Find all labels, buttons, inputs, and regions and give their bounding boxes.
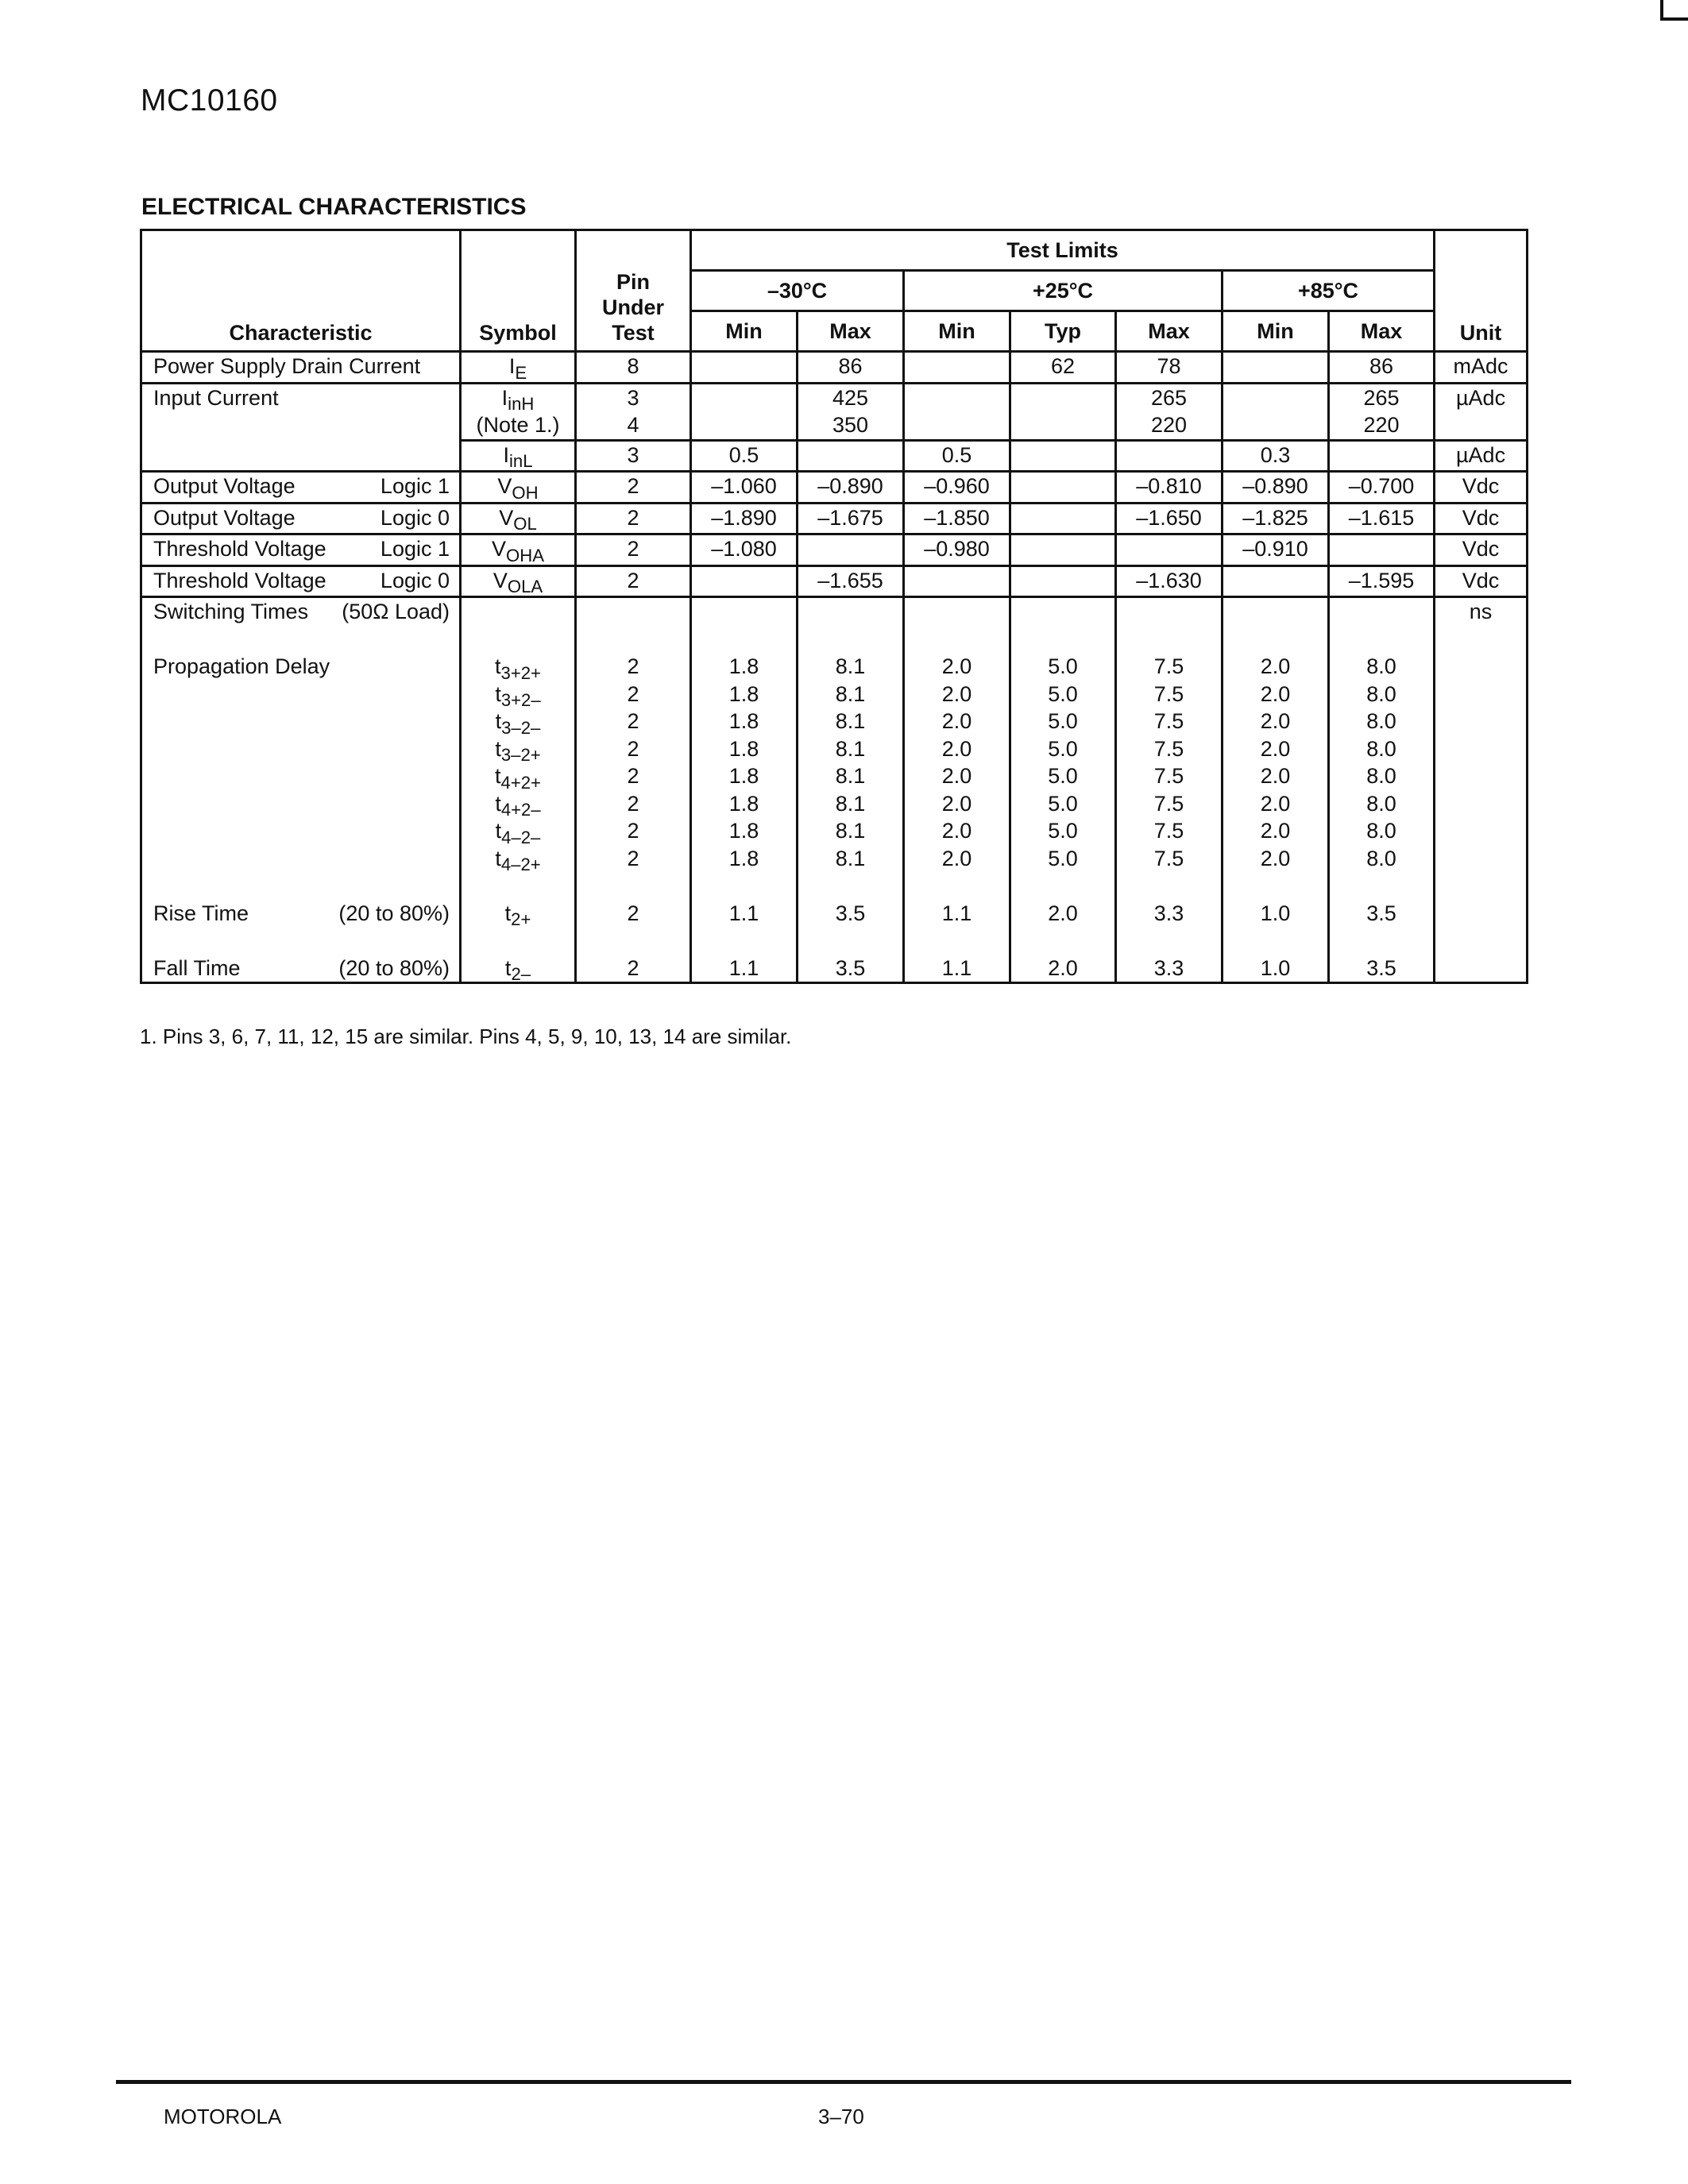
value-cell [1010,383,1116,440]
row-power-supply [141,352,1528,384]
char-cell: Output Voltage Logic 1 [141,472,461,504]
value-cell [691,352,798,384]
header-row-1 [141,230,1528,271]
symbol-cell: $t_{3+2+}$ $t_{3+2-}$ $t_{3-2-}$ $t_{3-2+}$ $t_{4+2+}$ $t_{4+2-}$ $t_{4-2-}$ $t_{4-2+}$ $t_{2+}$ $t_{2-}$ [461,597,576,983]
symbol-cell: $I_{inL}$ [461,440,576,472]
char-cell: Output Voltage Logic 0 [141,503,461,534]
value-cell: –1.850 [904,503,1010,534]
header-characteristic: Characteristic [141,230,461,352]
char-cell: Threshold Voltage Logic 0 [141,565,461,597]
value-cell: 86 [1329,352,1435,384]
value-cell: 0.3 [1223,440,1329,472]
value-cell: –1.595 [1329,565,1435,597]
pin-cell: 3 [576,440,691,472]
symbol-cell: $I_E$ [461,352,576,384]
header-pin-under-test [576,230,691,352]
char-cell: Switching Times (50Ω Load) Propagation Delay Rise Time (20 to 80%) Fall Time (20 to 80%) [141,597,461,983]
value-cell: –0.980 [904,534,1010,566]
value-cell [1116,440,1223,472]
value-cell [691,383,798,440]
unit-cell: Vdc [1435,534,1528,566]
value-cell: –0.910 [1223,534,1329,566]
pin-cell: 3 4 [576,383,691,440]
symbol-cell: $V_{OHA}$ [461,534,576,566]
footer-rule [116,2080,1571,2084]
unit-cell: µAdc [1435,440,1528,472]
value-cell [1223,383,1329,440]
value-cell [1223,352,1329,384]
value-cell: 425 350 [798,383,904,440]
pin-cell: 2 [576,503,691,534]
char-cell: Threshold Voltage Logic 1 [141,534,461,566]
value-cell: –1.825 [1223,503,1329,534]
value-cell: –1.080 [691,534,798,566]
value-cell: –1.650 [1116,503,1223,534]
header-symbol: Symbol [461,230,576,352]
value-cell: 7.5 7.5 7.5 7.5 7.5 7.5 7.5 7.5 3.3 3.3 [1116,597,1223,983]
value-cell: 62 [1010,352,1116,384]
value-cell: 265 220 [1116,383,1223,440]
header-temp-plus25: +25°C [904,271,1223,311]
pin-cell: 2 2 2 2 2 2 2 2 2 2 [576,597,691,983]
value-cell: 5.0 5.0 5.0 5.0 5.0 5.0 5.0 5.0 2.0 2.0 [1010,597,1116,983]
value-cell [1223,565,1329,597]
unit-cell: Vdc [1435,472,1528,504]
value-cell [904,352,1010,384]
char-cell: Input Current [141,383,461,472]
value-cell [1010,472,1116,504]
value-cell [904,383,1010,440]
part-number: MC10160 [141,83,278,118]
value-cell [691,565,798,597]
header-temp-plus85: +85°C [1223,271,1435,311]
value-cell: 86 [798,352,904,384]
header-max: Max [1116,311,1223,352]
value-cell: –0.890 [798,472,904,504]
value-cell [904,565,1010,597]
value-cell: –1.615 [1329,503,1435,534]
pin-cell: 2 [576,534,691,566]
footer-page-number: 3–70 [818,2105,864,2128]
header-pin-line: Pin [616,270,650,294]
value-cell [798,534,904,566]
value-cell [1116,534,1223,566]
unit-cell: mAdc [1435,352,1528,384]
footer-brand: MOTOROLA [164,2105,282,2128]
value-cell [798,440,904,472]
unit-cell: µAdc [1435,383,1528,440]
row-threshold-voltage-logic0 [141,565,1528,597]
header-test-line: Test [612,321,655,345]
unit-cell: ns [1435,597,1528,983]
row-threshold-voltage-logic1 [141,534,1528,566]
value-cell: 1.8 1.8 1.8 1.8 1.8 1.8 1.8 1.8 1.1 1.1 [691,597,798,983]
value-cell [1010,440,1116,472]
value-cell: –0.810 [1116,472,1223,504]
unit-cell: Vdc [1435,565,1528,597]
header-max: Max [798,311,904,352]
char-cell: Power Supply Drain Current [141,352,461,384]
value-cell: 8.1 8.1 8.1 8.1 8.1 8.1 8.1 8.1 3.5 3.5 [798,597,904,983]
header-temp-minus30: –30°C [691,271,904,311]
header-typ: Typ [1010,311,1116,352]
header-min: Min [904,311,1010,352]
value-cell: –1.630 [1116,565,1223,597]
value-cell: 2.0 2.0 2.0 2.0 2.0 2.0 2.0 2.0 1.0 1.0 [1223,597,1329,983]
corner-crop-mark [1660,0,1688,21]
row-switching-times [141,597,1528,983]
header-max: Max [1329,311,1435,352]
value-cell [1329,440,1435,472]
value-cell: 2.0 2.0 2.0 2.0 2.0 2.0 2.0 2.0 1.1 1.1 [904,597,1010,983]
header-test-limits: Test Limits [691,230,1435,271]
symbol-cell: $V_{OLA}$ [461,565,576,597]
pin-cell: 8 [576,352,691,384]
value-cell: –1.675 [798,503,904,534]
value-cell [1329,534,1435,566]
value-cell: –0.960 [904,472,1010,504]
row-input-current-inh [141,383,1528,440]
symbol-cell: $V_{OH}$ [461,472,576,504]
value-cell: –0.890 [1223,472,1329,504]
header-under-line: Under [601,295,664,319]
footnote: 1. Pins 3, 6, 7, 11, 12, 15 are similar. Pins 4, 5, 9, 10, 13, 14 are similar. [140,1024,792,1048]
value-cell: –1.890 [691,503,798,534]
value-cell: –0.700 [1329,472,1435,504]
value-cell: 0.5 [691,440,798,472]
value-cell: 265 220 [1329,383,1435,440]
symbol-cell: $I_{inH}$ (Note 1.) [461,383,576,440]
note-ref: (Note 1.) [476,413,560,437]
row-output-voltage-logic1 [141,472,1528,504]
value-cell: 8.0 8.0 8.0 8.0 8.0 8.0 8.0 8.0 3.5 3.5 [1329,597,1435,983]
value-cell: –1.655 [798,565,904,597]
value-cell: 0.5 [904,440,1010,472]
pin-cell: 2 [576,472,691,504]
value-cell [1010,503,1116,534]
section-title: ELECTRICAL CHARACTERISTICS [141,194,527,220]
value-cell [1010,534,1116,566]
header-unit: Unit [1435,230,1528,352]
value-cell: –1.060 [691,472,798,504]
unit-cell: Vdc [1435,503,1528,534]
row-output-voltage-logic0 [141,503,1528,534]
electrical-characteristics-table [140,229,1528,984]
pin-cell: 2 [576,565,691,597]
symbol-cell: $V_{OL}$ [461,503,576,534]
header-min: Min [1223,311,1329,352]
value-cell: 78 [1116,352,1223,384]
header-min: Min [691,311,798,352]
value-cell [1010,565,1116,597]
